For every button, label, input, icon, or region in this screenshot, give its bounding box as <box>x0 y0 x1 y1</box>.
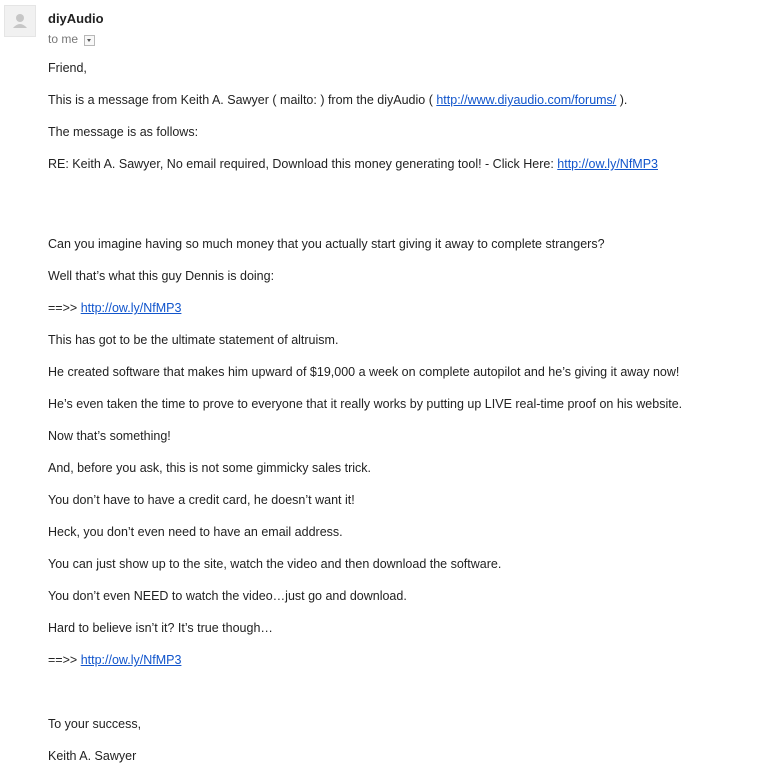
diyaudio-forum-link[interactable]: http://www.diyaudio.com/forums/ <box>436 93 617 107</box>
arrow-link-line <box>48 298 760 330</box>
body-line: You don’t even NEED to watch the video…just go and download. <box>48 589 407 603</box>
greeting: Friend, <box>48 61 87 75</box>
body-line: Now that’s something! <box>48 429 171 443</box>
sender-avatar[interactable] <box>4 5 36 37</box>
body-line: This has got to be the ultimate statement of altruism. <box>48 333 339 347</box>
spacer <box>48 186 760 234</box>
intro-suffix: ). <box>616 93 628 107</box>
body-line: Can you imagine having so much money that you actually start giving it away to complete strangers? <box>48 237 605 251</box>
arrow-prefix: ==>> <box>48 301 81 315</box>
recipient-row <box>48 31 95 48</box>
body-line: Heck, you don’t even need to have an email address. <box>48 525 343 539</box>
body-line: Well that’s what this guy Dennis is doing: <box>48 269 275 283</box>
body-line: Hard to believe isn’t it? It’s true though… <box>48 621 273 635</box>
closing-line: To your success, <box>48 717 142 731</box>
follows-line: The message is as follows: <box>48 125 199 139</box>
subject-line <box>48 154 760 186</box>
signature-line: Keith A. Sawyer <box>48 749 137 763</box>
subject-prefix: RE: Keith A. Sawyer, No email required, Download this money generating tool! - Click Here: <box>48 157 558 171</box>
body-line: You can just show up to the site, watch the video and then download the software. <box>48 557 502 571</box>
body-line: You don’t have to have a credit card, he doesn’t want it! <box>48 493 355 507</box>
subject-link[interactable]: http://ow.ly/NfMP3 <box>557 157 658 171</box>
intro-line <box>48 90 760 122</box>
spacer <box>48 682 760 714</box>
person-icon <box>5 6 35 36</box>
arrow-link-line <box>48 650 760 682</box>
body-line: And, before you ask, this is not some gimmicky sales trick. <box>48 461 372 475</box>
owly-link[interactable]: http://ow.ly/NfMP3 <box>80 301 182 315</box>
body-line: He created software that makes him upward of $19,000 a week on complete autopilot and he’s giving it away now! <box>48 365 680 379</box>
message-body <box>48 58 760 778</box>
show-details-dropdown-icon[interactable] <box>84 35 95 46</box>
sender-name[interactable]: diyAudio <box>48 11 104 26</box>
recipient-text: to me <box>48 32 79 46</box>
intro-prefix: This is a message from Keith A. Sawyer ( mailto: ) from the diyAudio ( <box>48 93 437 107</box>
body-line: He’s even taken the time to prove to everyone that it really works by putting up LIVE real-time proof on his website. <box>48 397 683 411</box>
arrow-prefix: ==>> <box>48 653 81 667</box>
owly-link[interactable]: http://ow.ly/NfMP3 <box>80 653 182 667</box>
